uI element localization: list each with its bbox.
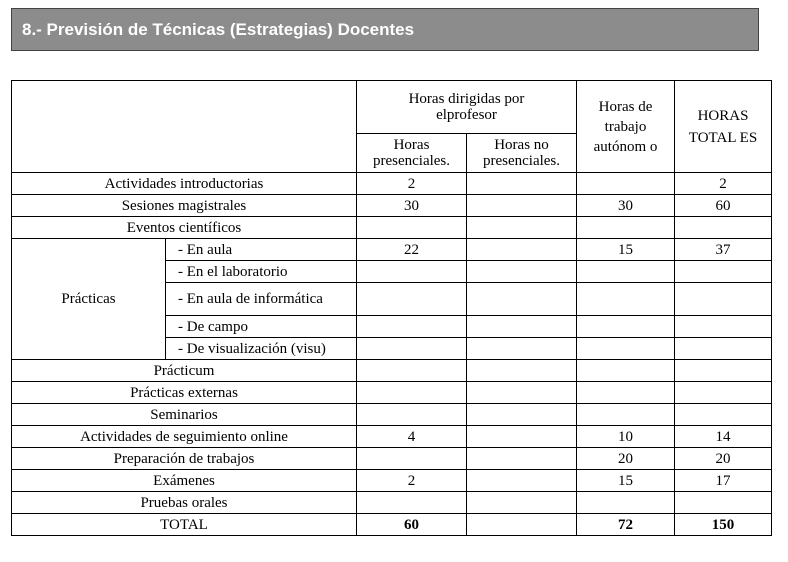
cell-no-presenciales — [467, 448, 577, 470]
cell-total: 2 — [675, 173, 772, 195]
cell-no-presenciales — [467, 470, 577, 492]
header-presenciales: Horas presenciales. — [357, 134, 467, 173]
table-row — [12, 195, 772, 217]
cell-presenciales — [357, 316, 467, 338]
totals-row — [12, 514, 772, 536]
cell-autonomo: 15 — [577, 239, 675, 261]
cell-no-presenciales — [467, 338, 577, 360]
cell-autonomo — [577, 261, 675, 283]
practicas-group-label: Prácticas — [12, 239, 166, 360]
table-row — [12, 492, 772, 514]
cell-autonomo — [577, 382, 675, 404]
cell-presenciales — [357, 283, 467, 316]
total-autonomo: 72 — [577, 514, 675, 536]
row-label: Exámenes — [12, 470, 357, 492]
cell-presenciales: 30 — [357, 195, 467, 217]
section-header — [11, 8, 759, 51]
cell-presenciales: 2 — [357, 173, 467, 195]
row-label: - En aula — [166, 239, 357, 261]
cell-autonomo — [577, 492, 675, 514]
row-label: - De visualización (visu) — [166, 338, 357, 360]
row-label: Prácticum — [12, 360, 357, 382]
row-label: - En el laboratorio — [166, 261, 357, 283]
header-no-presenciales: Horas no presenciales. — [467, 134, 577, 173]
cell-no-presenciales — [467, 404, 577, 426]
cell-presenciales — [357, 448, 467, 470]
cell-total: 60 — [675, 195, 772, 217]
total-total: 150 — [675, 514, 772, 536]
cell-autonomo — [577, 316, 675, 338]
cell-total — [675, 217, 772, 239]
cell-presenciales — [357, 261, 467, 283]
row-label: Prácticas externas — [12, 382, 357, 404]
cell-autonomo: 15 — [577, 470, 675, 492]
cell-presenciales: 22 — [357, 239, 467, 261]
cell-autonomo: 30 — [577, 195, 675, 217]
cell-no-presenciales — [467, 283, 577, 316]
cell-autonomo — [577, 360, 675, 382]
cell-total: 20 — [675, 448, 772, 470]
header-total: HORAS TOTAL ES — [675, 81, 772, 173]
cell-presenciales — [357, 217, 467, 239]
cell-no-presenciales — [467, 426, 577, 448]
cell-no-presenciales — [467, 217, 577, 239]
section-title: 8.- Previsión de Técnicas (Estrategias) Docentes — [22, 19, 415, 39]
cell-total — [675, 492, 772, 514]
cell-presenciales — [357, 404, 467, 426]
table-header-row — [12, 81, 772, 134]
table-row — [12, 217, 772, 239]
total-no-presenciales — [467, 514, 577, 536]
cell-total — [675, 404, 772, 426]
row-label: - En aula de informática — [166, 283, 357, 316]
cell-total: 14 — [675, 426, 772, 448]
cell-no-presenciales — [467, 239, 577, 261]
table-row — [12, 173, 772, 195]
cell-total: 17 — [675, 470, 772, 492]
cell-autonomo — [577, 283, 675, 316]
table-row — [12, 360, 772, 382]
cell-presenciales: 4 — [357, 426, 467, 448]
cell-presenciales — [357, 338, 467, 360]
cell-no-presenciales — [467, 382, 577, 404]
teaching-hours-table — [11, 80, 772, 536]
total-presenciales: 60 — [357, 514, 467, 536]
cell-no-presenciales — [467, 195, 577, 217]
row-label: Pruebas orales — [12, 492, 357, 514]
row-label: Eventos científicos — [12, 217, 357, 239]
cell-autonomo: 20 — [577, 448, 675, 470]
row-label: - De campo — [166, 316, 357, 338]
cell-presenciales: 2 — [357, 470, 467, 492]
cell-autonomo — [577, 173, 675, 195]
table-row — [12, 470, 772, 492]
cell-total — [675, 338, 772, 360]
table-row — [12, 382, 772, 404]
cell-total — [675, 382, 772, 404]
table-row — [12, 426, 772, 448]
header-autonomo: Horas de trabajo autónom o — [577, 81, 675, 173]
cell-no-presenciales — [467, 360, 577, 382]
totals-label: TOTAL — [12, 514, 357, 536]
cell-autonomo — [577, 217, 675, 239]
header-dirigidas: Horas dirigidas por elprofesor — [357, 81, 577, 134]
cell-total — [675, 261, 772, 283]
row-label: Seminarios — [12, 404, 357, 426]
row-label: Actividades introductorias — [12, 173, 357, 195]
cell-total — [675, 316, 772, 338]
cell-no-presenciales — [467, 492, 577, 514]
cell-presenciales — [357, 492, 467, 514]
row-label: Sesiones magistrales — [12, 195, 357, 217]
cell-presenciales — [357, 360, 467, 382]
cell-presenciales — [357, 382, 467, 404]
row-label: Preparación de trabajos — [12, 448, 357, 470]
cell-no-presenciales — [467, 316, 577, 338]
cell-total — [675, 283, 772, 316]
cell-total: 37 — [675, 239, 772, 261]
row-label: Actividades de seguimiento online — [12, 426, 357, 448]
cell-no-presenciales — [467, 261, 577, 283]
table-row — [12, 239, 772, 261]
table-row — [12, 404, 772, 426]
cell-autonomo: 10 — [577, 426, 675, 448]
cell-autonomo — [577, 338, 675, 360]
cell-total — [675, 360, 772, 382]
cell-autonomo — [577, 404, 675, 426]
cell-no-presenciales — [467, 173, 577, 195]
table-row — [12, 448, 772, 470]
header-corner-cell — [12, 81, 357, 173]
